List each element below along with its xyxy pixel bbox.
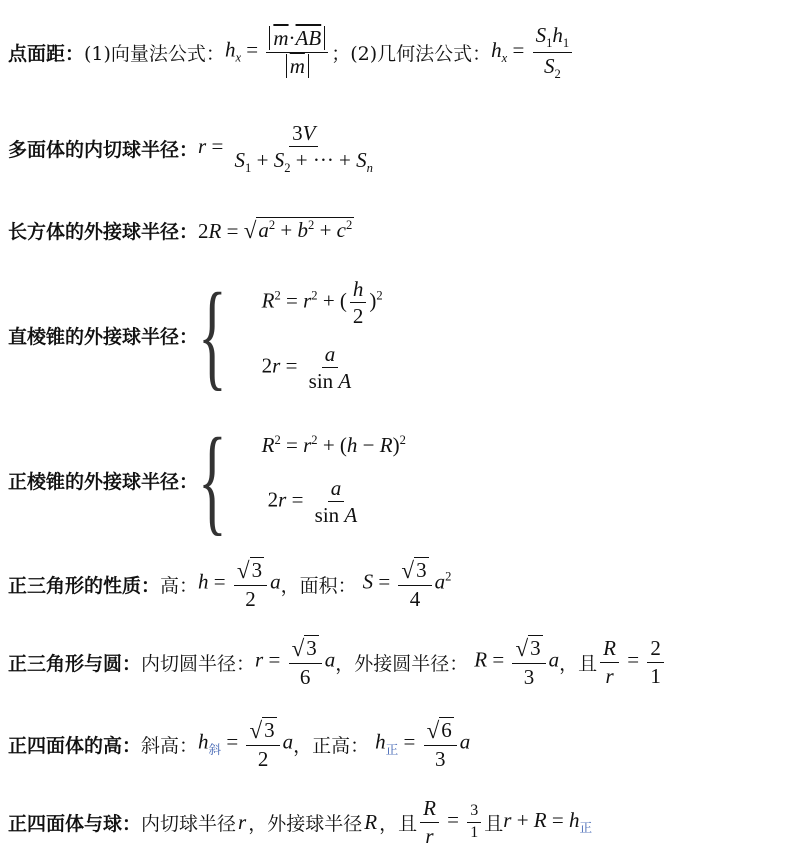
formula-regular-pyramid-1: $R^2 = r^2 + (h - R)^2$ — [261, 432, 406, 457]
formula-sum-height: $r + R = h_正$ — [503, 807, 593, 836]
row-label: 点面距： — [8, 42, 85, 65]
formula-slant-height: $h_斜$ = √ 3 2 a — [198, 717, 294, 771]
row-text: ，且 — [379, 812, 418, 835]
row-cuboid-circumsphere — [8, 208, 354, 252]
row-equilateral-triangle — [8, 552, 451, 616]
row-label: 直棱锥的外接球半径： — [8, 325, 199, 348]
subscript-height: 正 — [385, 742, 399, 757]
row-triangle-circle — [8, 630, 667, 694]
row-text: ，且 — [559, 652, 598, 675]
row-label: 正三角形的性质： — [8, 574, 161, 597]
row-tetrahedron-sphere — [8, 792, 592, 852]
row-point-plane-distance — [8, 6, 575, 98]
formula-right-pyramid-2: 2r = $\frac{a}{\text{sin A}}$ — [261, 341, 352, 393]
row-text: ，面积： — [280, 574, 357, 597]
row-label: 多面体的内切球半径： — [8, 138, 199, 161]
formula-sphere-ratio: $\frac{R}{r}$ = $\frac{3}{1}$ — [417, 796, 484, 847]
row-inscribed-sphere — [8, 116, 379, 180]
equation-system — [198, 270, 383, 400]
subscript-height2: 正 — [579, 820, 593, 836]
formula-vector-method: $h_x$ = $\frac{\overline{m}\cdot\overline{AB}}{m}$ — [225, 26, 331, 77]
formula-triangle-height: h = √ 3 2 a — [198, 557, 281, 611]
row-label: 长方体的外接球半径： — [8, 220, 199, 243]
row-tetrahedron-height — [8, 712, 470, 776]
row-label: 正棱锥的外接球半径： — [8, 470, 199, 493]
formula-true-height: $h_正$ = √ 6 3 a — [375, 717, 471, 771]
formula-inscribed-radius: r = $\frac{3V}{S_1 + S_2 + \cdot\cdot\cdot + S_n}$ — [198, 120, 373, 175]
row-text: ，外接球半径 — [248, 812, 363, 835]
row-text: ，外接圆半径： — [335, 652, 469, 675]
formula-circumcircle-radius: R = √ 3 3 a — [474, 635, 560, 689]
subscript-slant: 斜 — [208, 742, 222, 757]
left-brace: { — [198, 413, 227, 546]
formula-geometric-method: $h_x$ = $\frac{S_1h_1}{S_2}$ — [491, 23, 575, 81]
row-text: 高： — [160, 574, 199, 597]
row-label: 正四面体的高： — [8, 734, 142, 757]
row-label: 正三角形与圆： — [8, 652, 142, 675]
row-text: 内切圆半径： — [141, 652, 256, 675]
formula-right-pyramid-1: $R^2 = r^2$ + ( $\frac{h}{2}$ )$^2$ — [261, 276, 383, 328]
row-text: ；(2)几何法公式： — [331, 42, 492, 65]
equation-system — [198, 413, 406, 546]
row-right-pyramid — [8, 268, 383, 402]
row-text: 斜高： — [141, 734, 199, 757]
row-text: 内切球半径 — [141, 812, 237, 835]
left-brace: { — [198, 268, 227, 401]
row-text: ，正高： — [293, 734, 370, 757]
var-R: R — [364, 809, 378, 834]
row-text: (1)向量法公式： — [84, 42, 225, 65]
formula-incircle-radius: r = √ 3 6 a — [255, 635, 336, 689]
formula-cuboid-radius: 2R = √ $a^2 + b^2 + c^2$ — [198, 216, 353, 243]
row-regular-pyramid — [8, 413, 406, 546]
row-text: 且 — [484, 812, 504, 835]
formula-triangle-area: S = √ 3 4 $a^2$ — [362, 557, 452, 611]
formula-regular-pyramid-2: 2r = $\frac{a}{\text{sin A}}$ — [267, 475, 358, 527]
row-label: 正四面体与球： — [8, 812, 142, 835]
formula-radius-ratio: $\frac{R}{r}$ = $\frac{2}{1}$ — [597, 636, 667, 687]
var-r: r — [238, 809, 247, 834]
